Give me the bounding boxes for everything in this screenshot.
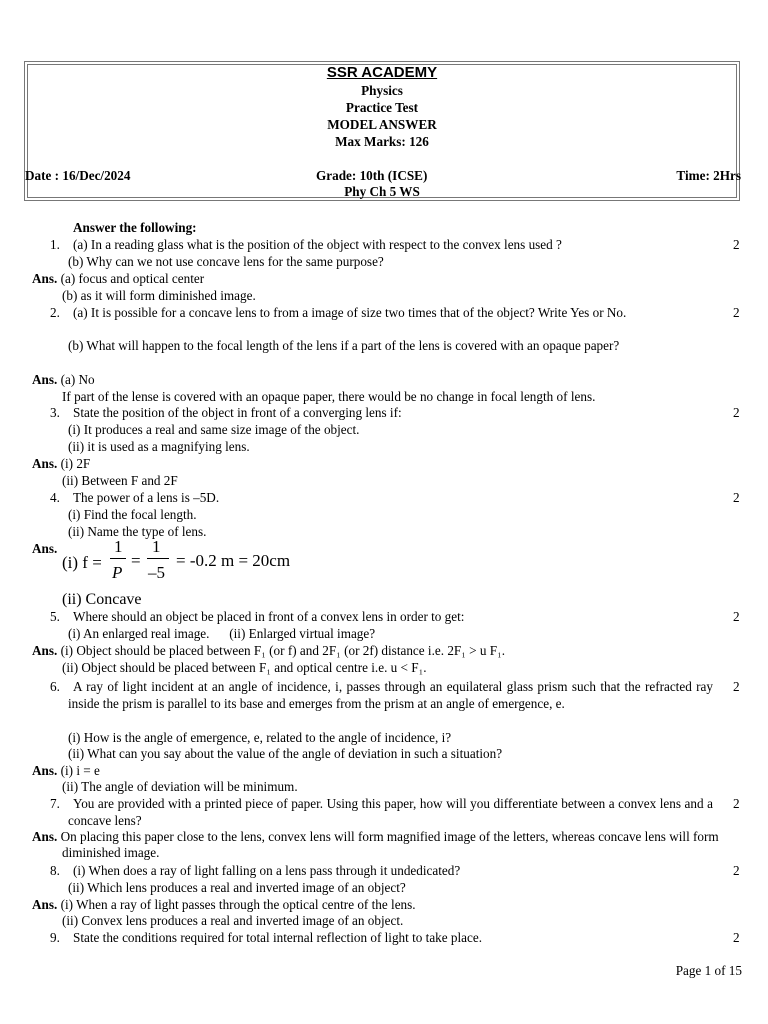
q5-number: 5.	[50, 609, 60, 624]
q4-i: (i) Find the focal length.	[68, 507, 197, 522]
q4-marks: 2	[733, 490, 740, 505]
instruction: Answer the following:	[73, 220, 197, 235]
q1-number: 1.	[50, 237, 60, 252]
q4-answer-ii: (ii) Concave	[62, 591, 142, 608]
q8-ii: (ii) Which lens produces a real and inverted image of an object?	[68, 880, 406, 895]
fraction-bar-1	[110, 558, 126, 559]
q6-answer: Ans. (i) i = e	[32, 763, 100, 778]
formula-prefix: (i) f =	[62, 553, 102, 572]
q3-answer: Ans. (i) 2F	[32, 456, 91, 471]
q5-text: Where should an object be placed in front of a convex lens in order to get:	[73, 609, 465, 624]
subject: Physics	[361, 83, 403, 98]
q2-answer: Ans. (a) No	[32, 372, 95, 387]
q8-answer-ii: (ii) Convex lens produces a real and inverted image of an object.	[62, 913, 404, 928]
q8-answer: Ans. (i) When a ray of light passes through the optical centre of the lens.	[32, 897, 416, 912]
q3-ii: (ii) it is used as a magnifying lens.	[68, 439, 250, 454]
q5-marks: 2	[733, 609, 740, 624]
page-number: Page 1 of 15	[675, 963, 742, 978]
chapter: Phy Ch 5 WS	[344, 184, 420, 199]
academy-name: SSR ACADEMY	[326, 64, 438, 81]
q2-marks: 2	[733, 305, 740, 320]
q2-part-b: (b) What will happen to the focal length of the lens if a part of the lens is covered with an opaque paper?	[68, 338, 620, 353]
q5-options: (i) An enlarged real image. (ii) Enlarged virtual image?	[68, 626, 376, 641]
q1-part-b: (b) Why can we not use concave lens for the same purpose?	[68, 254, 384, 269]
q6-answer-ii: (ii) The angle of deviation will be minimum.	[62, 779, 298, 794]
header-box	[24, 61, 740, 201]
q7-number: 7.	[50, 796, 60, 811]
q3-i: (i) It produces a real and same size image of the object.	[68, 422, 360, 437]
q4-number: 4.	[50, 490, 60, 505]
q8-number: 8.	[50, 863, 60, 878]
q5-answer-ii: (ii) Object should be placed between F₁ and optical centre i.e. u < F₁.	[62, 660, 427, 675]
q1-answer: Ans. (a) focus and optical center	[32, 271, 205, 286]
q7-marks: 2	[733, 796, 740, 811]
formula-den-5: –5	[148, 563, 165, 582]
q4-text: The power of a lens is –5D.	[73, 490, 220, 505]
q1-answer-b: (b) as it will form diminished image.	[62, 288, 256, 303]
q6-i: (i) How is the angle of emergence, e, related to the angle of incidence, i?	[68, 730, 452, 745]
q2-answer-b: If part of the lense is covered with an opaque paper, there would be no change in focal length of lens.	[62, 389, 596, 404]
q9-text: State the conditions required for total internal reflection of light to take place.	[73, 930, 483, 945]
q1-part-a: (a) In a reading glass what is the position of the object with respect to the convex lens used ?	[73, 237, 562, 252]
q3-marks: 2	[733, 405, 740, 420]
test-type: Practice Test	[345, 100, 419, 115]
time: Time: 2Hrs	[676, 168, 741, 183]
model-answer: MODEL ANSWER	[327, 117, 437, 132]
q9-number: 9.	[50, 930, 60, 945]
q3-text: State the position of the object in front of a converging lens if:	[73, 405, 402, 420]
q4-ii: (ii) Name the type of lens.	[68, 524, 207, 539]
q6-number: 6.	[50, 679, 60, 694]
q7-text: You are provided with a printed piece of paper. Using this paper, how will you differentiate between a convex lens and a concave lens?	[68, 796, 713, 828]
q3-number: 3.	[50, 405, 60, 420]
q6-marks: 2	[733, 679, 740, 694]
grade: Grade: 10th (ICSE)	[316, 168, 428, 183]
q2-number: 2.	[50, 305, 60, 320]
fraction-bar-2	[147, 558, 169, 559]
formula-den-p: P	[112, 563, 123, 582]
q6-ii: (ii) What can you say about the value of the angle of deviation in such a situation?	[68, 746, 503, 761]
q6-text: A ray of light incident at an angle of incidence, i, passes through an equilateral glass prism such that the refracted ray inside the prism is parallel to its base and emerges from the prism at an angle of emergence, e.	[68, 679, 713, 711]
formula-num-2: 1	[152, 537, 161, 556]
q2-part-a: (a) It is possible for a concave lens to from a image of size two times that of the object? Write Yes or No.	[73, 305, 627, 320]
formula-equals: =	[131, 551, 141, 570]
q5-answer: Ans. (i) Object should be placed between F₁ (or f) and 2F₁ (or 2f) distance i.e. 2F₁ > u F₁.	[32, 643, 506, 658]
q3-answer-ii: (ii) Between F and 2F	[62, 473, 178, 488]
q9-marks: 2	[733, 930, 740, 945]
formula-result: = -0.2 m = 20cm	[176, 551, 291, 570]
q4-answer-label: Ans.	[32, 541, 58, 556]
q7-answer: Ans. On placing this paper close to the lens, convex lens will form magnified image of the letters, whereas concave lens will form diminished image.	[32, 829, 719, 860]
q8-marks: 2	[733, 863, 740, 878]
q8-i: (i) When does a ray of light falling on a lens pass through it undedicated?	[73, 863, 461, 878]
max-marks: Max Marks: 126	[335, 134, 429, 149]
q1-marks: 2	[733, 237, 740, 252]
date: Date : 16/Dec/2024	[25, 168, 131, 183]
formula-num-1: 1	[114, 537, 123, 556]
